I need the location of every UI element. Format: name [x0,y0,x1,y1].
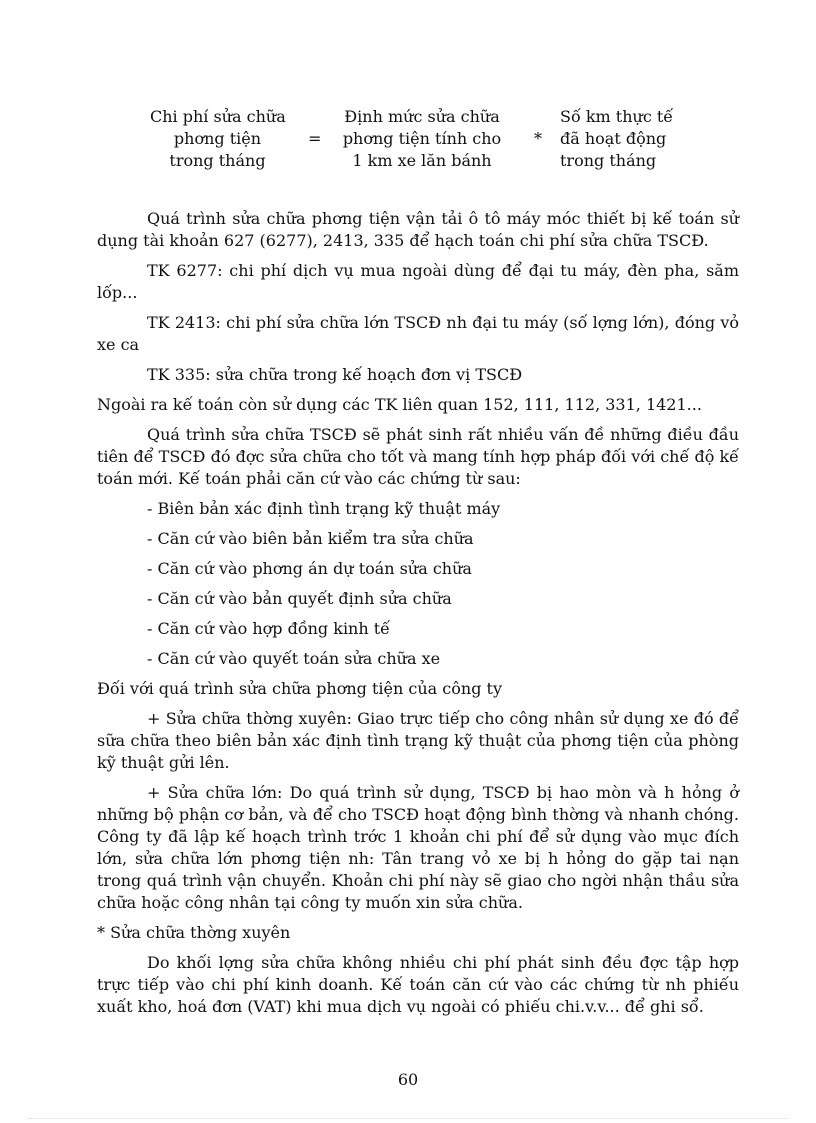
paragraph: + Sửa chữa thờng xuyên: Giao trực tiếp cho công nhân sử dụng xe đó để sữa chữa theo biên bản xác định tình trạng kỹ thuật của phơng tiện của phòng kỹ thuật gửi lên. [97,709,739,772]
paragraph: TK 2413: chi phí sửa chữa lớn TSCĐ nh đại tu máy (số lợng lớn), đóng vỏ xe ca [97,313,739,354]
footer-divider [28,1118,788,1119]
paragraph: TK 6277: chi phí dịch vụ mua ngoài dùng để đại tu máy, đèn pha, săm lốp... [97,261,739,302]
formula-middle-term: Định mức sửa chữa phơng tiện tính cho 1 km xe lăn bánh [342,107,502,170]
list-item: - Căn cứ vào quyết toán sửa chữa xe [147,649,441,668]
paragraph: Quá trình sửa chữa TSCĐ sẽ phát sinh rất nhiều vấn đề những điều đầu tiên để TSCĐ đó đợc sửa chữa cho tốt và mang tính hợp pháp đối với chế độ kế toán mới. Kế toán phải căn cứ vào các chứng từ sau: [97,425,739,488]
paragraph: Quá trình sửa chữa phơng tiện vận tải ô tô máy móc thiết bị kế toán sử dụng tài khoản 627 (6277), 2413, 335 để hạch toán chi phí sửa chữa TSCĐ. [97,209,739,250]
cost-formula [0,106,816,178]
formula-left-term: Chi phí sửa chữa phơng tiện trong tháng [150,107,286,170]
list-item: - Căn cứ vào hợp đồng kinh tế [147,619,391,638]
body-text [97,208,739,1018]
multiply-sign: * [534,129,542,148]
equals-sign: = [308,129,322,148]
paragraph: TK 335: sửa chữa trong kế hoạch đơn vị TSCĐ [147,365,523,384]
paragraph: Ngoài ra kế toán còn sử dụng các TK liên quan 152, 111, 112, 331, 1421... [97,395,702,414]
page-number: 60 [397,1070,419,1089]
paragraph: + Sửa chữa lớn: Do quá trình sử dụng, TSCĐ bị hao mòn và h hỏng ở những bộ phận cơ bản, và để cho TSCĐ hoạt động bình thờng và nhanh chóng. Công ty đã lập kế hoạch trình trớc 1 khoản chi phí để sử dụng vào mục đích lớn, sửa chữa lớn phơng tiện nh: Tân trang vỏ xe bị h hỏng do gặp tai nạn trong quá trình vận chuyển. Khoản chi phí này sẽ giao cho ngời nhận thầu sửa chữa hoặc công nhân tại công ty muốn xin sửa chữa. [97,783,739,912]
list-item: - Căn cứ vào bản quyết định sửa chữa [147,589,452,608]
paragraph: Do khối lợng sửa chữa không nhiều chi phí phát sinh đều đợc tập hợp trực tiếp vào chi phí kinh doanh. Kế toán căn cứ vào các chứng từ nh phiếu xuất kho, hoá đơn (VAT) khi mua dịch vụ ngoài có phiếu chi.v.v... để ghi sổ. [97,953,739,1016]
list-item: - Biên bản xác định tình trạng kỹ thuật máy [147,499,501,518]
list-item: - Căn cứ vào biên bản kiểm tra sửa chữa [147,529,474,548]
section-heading: * Sửa chữa thờng xuyên [97,923,291,942]
formula-right-term: Số km thực tế đã hoạt động trong tháng [560,107,674,170]
paragraph: Đối với quá trình sửa chữa phơng tiện của công ty [97,679,502,698]
list-item: - Căn cứ vào phơng án dự toán sửa chữa [147,559,472,578]
